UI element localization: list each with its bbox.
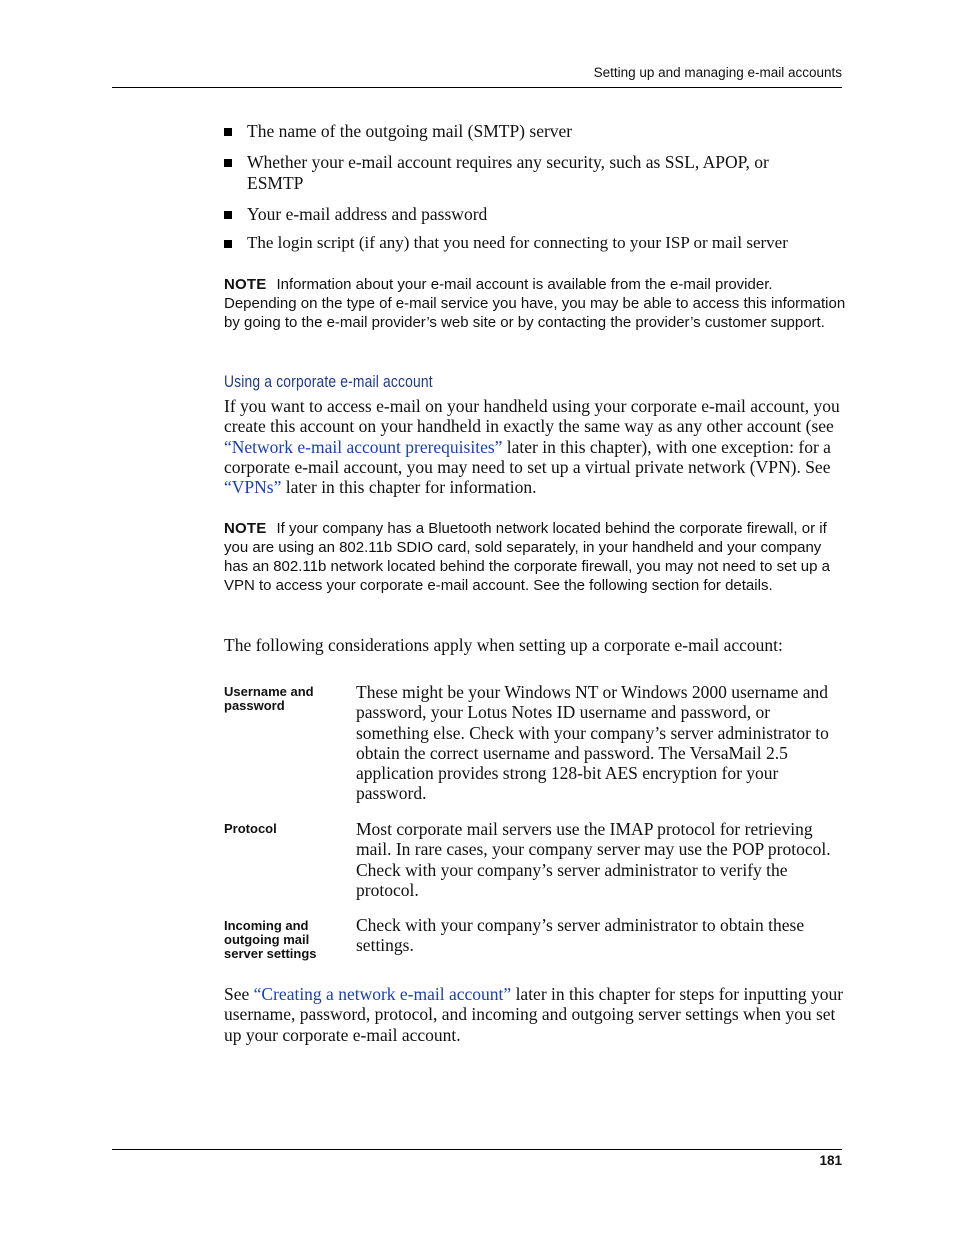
link-creating-network-email-account[interactable]: “Creating a network e-mail account” (253, 984, 512, 1004)
bullet-item (224, 233, 864, 254)
definition-desc-username: These might be your Windows NT or Windows 2000 username and password, your Lotus Notes ID username and password, or something else. Check with your company’s server administrator to obtain the correct username and password. The VersaMail 2.5 application provides strong 128-bit AES encryption for your password. (356, 682, 829, 804)
bullet-square-icon (224, 240, 232, 248)
header-rule (112, 87, 842, 88)
bullet-text: Your e-mail address and password (247, 204, 488, 224)
closing-text: See (224, 984, 254, 1004)
intro-text: later in this chapter), with one exception: for a corporate e-mail account, you may need to set up a virtual private network (VPN). See (224, 436, 831, 477)
note-text: Information about your e-mail account is available from the e-mail provider. Depending on the type of e-mail service you have, you may be able to access this information by going to the e-mail provider’s web site or by contacting the provider’s customer support. (224, 276, 846, 331)
note-text: If your company has a Bluetooth network located behind the corporate firewall, or if you are using an 802.11b SDIO card, sold separately, in your handheld and your company has an 802.11b network located behind the corporate firewall, you may not need to set up a VPN to access your corporate e-mail account. See the following section for details. (224, 520, 830, 594)
note-label: NOTE (224, 276, 267, 293)
link-vpns[interactable]: “VPNs” (224, 477, 282, 498)
bullet-item (224, 121, 846, 142)
page-number: 181 (819, 1153, 842, 1168)
bullet-text: Whether your e-mail account requires any security, such as SSL, APOP, or ESMTP (247, 152, 769, 193)
bullet-item (224, 204, 846, 225)
definition-term-username: Username and password (224, 684, 314, 713)
closing-paragraph (224, 984, 846, 1045)
intro-text: If you want to access e-mail on your handheld using your corporate e-mail account, you create this account on your handheld in exactly the same way as any other account (see (224, 396, 840, 437)
section-heading: Using a corporate e-mail account (224, 373, 433, 391)
note-bluetooth (224, 519, 846, 595)
footer-rule (112, 1149, 842, 1150)
definition-desc-protocol: Most corporate mail servers use the IMAP protocol for retrieving mail. In rare cases, your company server may use the POP protocol. Check with your company’s server administrator to verify the protocol. (356, 819, 831, 900)
bullet-text: The name of the outgoing mail (SMTP) server (247, 121, 573, 141)
intro-text: later in this chapter for information. (281, 477, 537, 498)
note-information (224, 275, 846, 332)
bullet-square-icon (224, 128, 232, 136)
closing-text: later in this chapter for steps for inputting your username, password, protocol, and incoming and outgoing server settings when you set up your corporate e-mail account. (224, 984, 844, 1045)
definition-term-servers: Incoming and outgoing mail server settings (224, 918, 317, 961)
running-header: Setting up and managing e-mail accounts (593, 65, 842, 80)
definition-desc-servers: Check with your company’s server administrator to obtain these settings. (356, 915, 805, 956)
section-intro-paragraph (224, 396, 846, 497)
definition-term-protocol: Protocol (224, 821, 277, 836)
bullet-square-icon (224, 159, 232, 167)
bullet-text: The login script (if any) that you need for connecting to your ISP or mail server (247, 233, 788, 252)
bullet-item (224, 152, 814, 193)
considerations-intro: The following considerations apply when setting up a corporate e-mail account: (224, 635, 783, 655)
note-label: NOTE (224, 520, 267, 537)
bullet-square-icon (224, 211, 232, 219)
link-network-email-prerequisites[interactable]: “Network e-mail account prerequisites” (224, 436, 503, 457)
